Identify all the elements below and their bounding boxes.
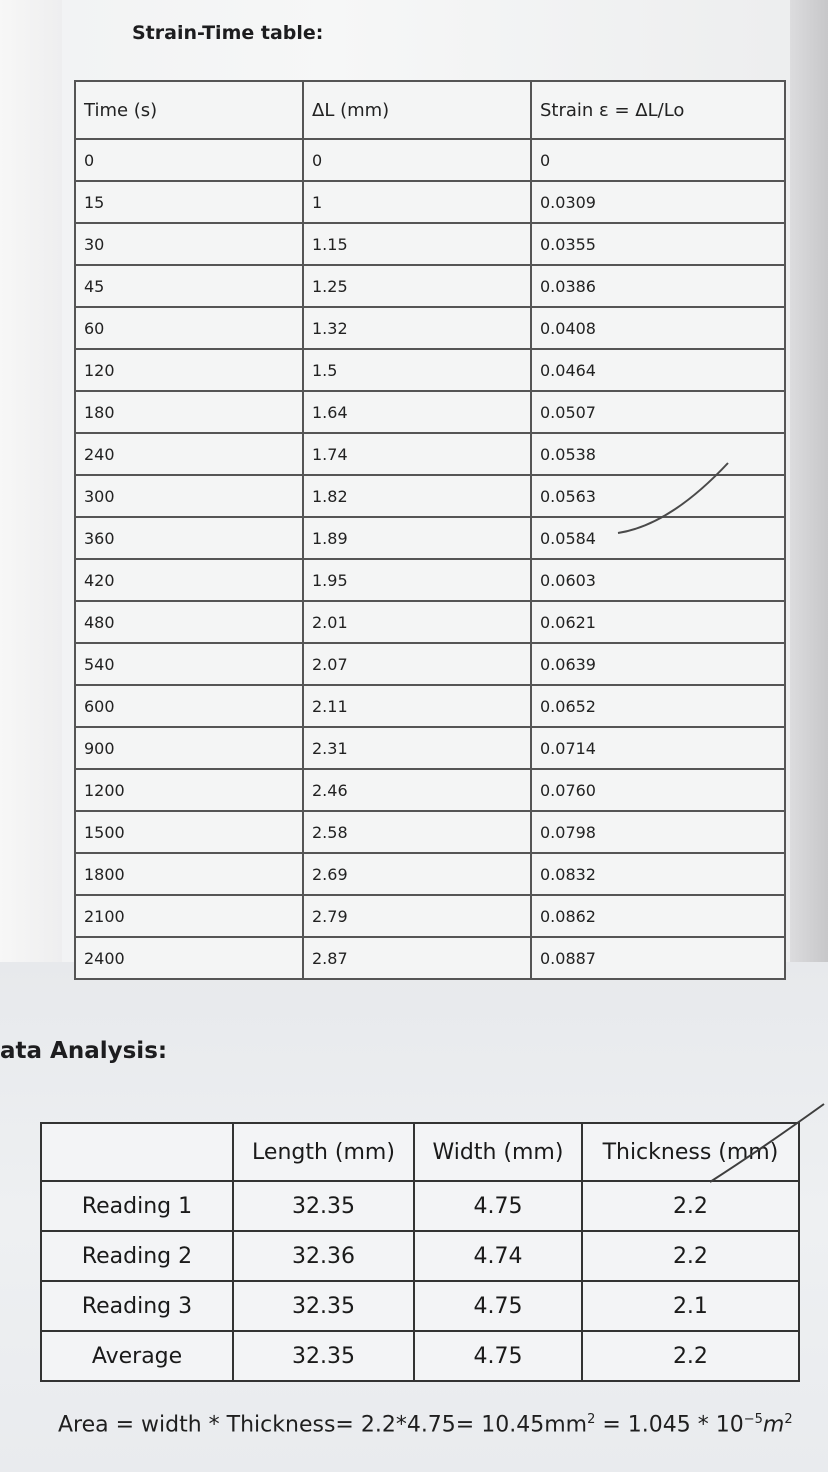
left-page-edge bbox=[0, 0, 62, 962]
table-row bbox=[75, 223, 785, 265]
strain-cell: 0.0386 bbox=[531, 265, 785, 307]
table-row bbox=[75, 937, 785, 979]
delta-l-cell: 1.89 bbox=[303, 517, 531, 559]
table-row bbox=[75, 685, 785, 727]
strain-cell: 0.0639 bbox=[531, 643, 785, 685]
table-row bbox=[75, 727, 785, 769]
time-cell: 540 bbox=[75, 643, 303, 685]
width-cell: 4.75 bbox=[414, 1331, 582, 1381]
strain-cell: 0.0887 bbox=[531, 937, 785, 979]
strain-cell: 0.0309 bbox=[531, 181, 785, 223]
length-cell: 32.35 bbox=[233, 1281, 414, 1331]
formula-exponent-1: 2 bbox=[587, 1412, 596, 1427]
delta-l-cell: 1.32 bbox=[303, 307, 531, 349]
reading-label: Reading 3 bbox=[41, 1281, 233, 1331]
strain-cell: 0.0798 bbox=[531, 811, 785, 853]
delta-l-cell: 1.25 bbox=[303, 265, 531, 307]
formula-exponent-3: 2 bbox=[784, 1412, 793, 1427]
strain-cell: 0.0760 bbox=[531, 769, 785, 811]
header-empty bbox=[41, 1123, 233, 1181]
pen-tick-mark-bottom bbox=[700, 1100, 828, 1190]
header-delta-l: ΔL (mm) bbox=[303, 81, 531, 139]
formula-equals: = 1.045 * 10 bbox=[595, 1412, 744, 1438]
table-row bbox=[75, 853, 785, 895]
time-cell: 1200 bbox=[75, 769, 303, 811]
thickness-cell: 2.2 bbox=[582, 1331, 799, 1381]
time-cell: 2400 bbox=[75, 937, 303, 979]
strain-cell: 0.0714 bbox=[531, 727, 785, 769]
time-cell: 0 bbox=[75, 139, 303, 181]
time-cell: 180 bbox=[75, 391, 303, 433]
table-header-row bbox=[41, 1123, 799, 1181]
width-cell: 4.74 bbox=[414, 1231, 582, 1281]
strain-cell: 0 bbox=[531, 139, 785, 181]
thickness-cell: 2.2 bbox=[582, 1231, 799, 1281]
strain-cell: 0.0621 bbox=[531, 601, 785, 643]
strain-cell: 0.0563 bbox=[531, 475, 785, 517]
pen-tick-mark-top bbox=[610, 455, 740, 545]
delta-l-cell: 1.82 bbox=[303, 475, 531, 517]
time-cell: 45 bbox=[75, 265, 303, 307]
time-cell: 240 bbox=[75, 433, 303, 475]
strain-cell: 0.0603 bbox=[531, 559, 785, 601]
formula-unit: m bbox=[762, 1412, 785, 1438]
time-cell: 420 bbox=[75, 559, 303, 601]
table-row bbox=[75, 181, 785, 223]
delta-l-cell: 1.64 bbox=[303, 391, 531, 433]
delta-l-cell: 2.11 bbox=[303, 685, 531, 727]
thickness-cell: 2.2 bbox=[582, 1181, 799, 1231]
table-row bbox=[75, 601, 785, 643]
time-cell: 600 bbox=[75, 685, 303, 727]
header-strain: Strain ε = ΔL/Lo bbox=[531, 81, 785, 139]
strain-cell: 0.0464 bbox=[531, 349, 785, 391]
delta-l-cell: 2.31 bbox=[303, 727, 531, 769]
delta-l-cell: 1.5 bbox=[303, 349, 531, 391]
time-cell: 30 bbox=[75, 223, 303, 265]
right-page-edge bbox=[790, 0, 828, 962]
time-cell: 360 bbox=[75, 517, 303, 559]
table-row bbox=[75, 811, 785, 853]
reading-label: Average bbox=[41, 1331, 233, 1381]
delta-l-cell: 2.79 bbox=[303, 895, 531, 937]
time-cell: 1500 bbox=[75, 811, 303, 853]
header-length: Length (mm) bbox=[233, 1123, 414, 1181]
table-row bbox=[75, 895, 785, 937]
strain-cell: 0.0862 bbox=[531, 895, 785, 937]
strain-cell: 0.0538 bbox=[531, 433, 785, 475]
dimension-table bbox=[40, 1122, 800, 1382]
table-row bbox=[41, 1231, 799, 1281]
table-row bbox=[75, 265, 785, 307]
delta-l-cell: 2.46 bbox=[303, 769, 531, 811]
delta-l-cell: 1.74 bbox=[303, 433, 531, 475]
delta-l-cell: 2.58 bbox=[303, 811, 531, 853]
strain-cell: 0.0507 bbox=[531, 391, 785, 433]
strain-cell: 0.0652 bbox=[531, 685, 785, 727]
area-formula bbox=[58, 1412, 793, 1437]
delta-l-cell: 1.15 bbox=[303, 223, 531, 265]
time-cell: 900 bbox=[75, 727, 303, 769]
header-time: Time (s) bbox=[75, 81, 303, 139]
table-row bbox=[41, 1181, 799, 1231]
time-cell: 1800 bbox=[75, 853, 303, 895]
time-cell: 60 bbox=[75, 307, 303, 349]
strain-cell: 0.0355 bbox=[531, 223, 785, 265]
table-row bbox=[41, 1331, 799, 1381]
time-cell: 15 bbox=[75, 181, 303, 223]
table-row bbox=[75, 643, 785, 685]
strain-cell: 0.0408 bbox=[531, 307, 785, 349]
delta-l-cell: 1 bbox=[303, 181, 531, 223]
table-header-row bbox=[75, 81, 785, 139]
reading-label: Reading 1 bbox=[41, 1181, 233, 1231]
delta-l-cell: 2.87 bbox=[303, 937, 531, 979]
length-cell: 32.36 bbox=[233, 1231, 414, 1281]
width-cell: 4.75 bbox=[414, 1181, 582, 1231]
length-cell: 32.35 bbox=[233, 1331, 414, 1381]
delta-l-cell: 2.69 bbox=[303, 853, 531, 895]
formula-main: Area = width * Thickness= 2.2*4.75= 10.45mm bbox=[58, 1412, 588, 1438]
delta-l-cell: 2.01 bbox=[303, 601, 531, 643]
header-thickness: Thickness (mm) bbox=[582, 1123, 799, 1181]
strain-cell: 0.0832 bbox=[531, 853, 785, 895]
table-row bbox=[41, 1281, 799, 1331]
thickness-cell: 2.1 bbox=[582, 1281, 799, 1331]
strain-table-title: Strain-Time table: bbox=[132, 22, 324, 44]
delta-l-cell: 0 bbox=[303, 139, 531, 181]
table-row bbox=[75, 769, 785, 811]
time-cell: 2100 bbox=[75, 895, 303, 937]
width-cell: 4.75 bbox=[414, 1281, 582, 1331]
delta-l-cell: 1.95 bbox=[303, 559, 531, 601]
time-cell: 480 bbox=[75, 601, 303, 643]
table-row bbox=[75, 349, 785, 391]
data-analysis-title: ata Analysis: bbox=[0, 1038, 168, 1064]
table-row bbox=[75, 307, 785, 349]
table-row bbox=[75, 559, 785, 601]
time-cell: 300 bbox=[75, 475, 303, 517]
formula-exponent-2: −5 bbox=[743, 1412, 763, 1427]
table-row bbox=[75, 139, 785, 181]
delta-l-cell: 2.07 bbox=[303, 643, 531, 685]
length-cell: 32.35 bbox=[233, 1181, 414, 1231]
reading-label: Reading 2 bbox=[41, 1231, 233, 1281]
header-width: Width (mm) bbox=[414, 1123, 582, 1181]
table-row bbox=[75, 391, 785, 433]
strain-cell: 0.0584 bbox=[531, 517, 785, 559]
time-cell: 120 bbox=[75, 349, 303, 391]
